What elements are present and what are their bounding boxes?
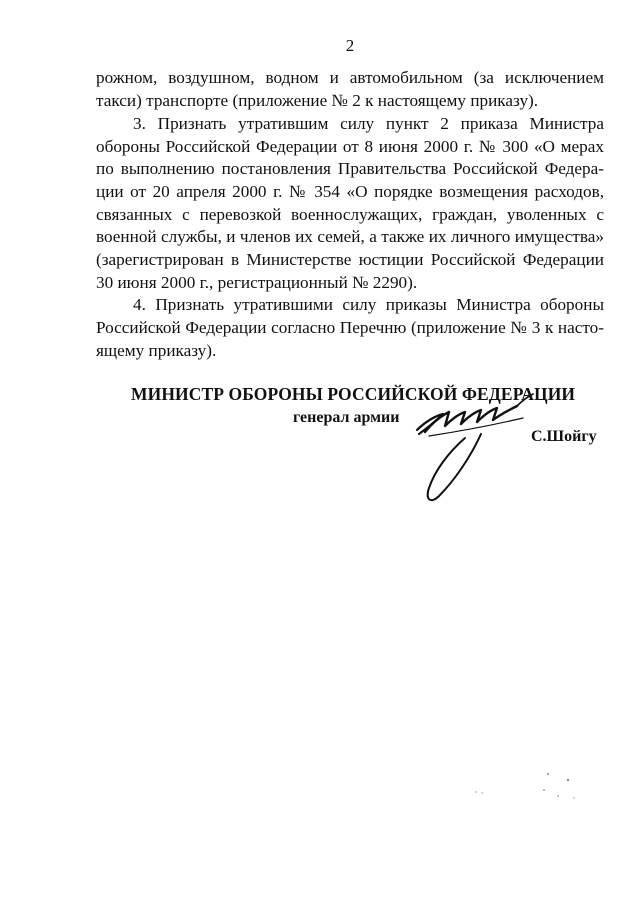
paragraph-line: обороны Российской Федерации от 8 июня 2000 г. № 300 «О мерах <box>96 137 604 156</box>
paragraph-line: военной службы, и членов их семей, а также их личного имущества» <box>96 227 604 246</box>
signatory-name: С.Шойгу <box>531 428 597 445</box>
paragraph-line: связанных с перевозкой военнослужащих, граждан, уволенных с <box>96 205 604 224</box>
paragraph-line: 4. Признать утратившими силу приказы Министра обороны <box>133 295 604 314</box>
paragraph-line: 3. Признать утратившим силу пункт 2 приказа Министра <box>133 114 604 133</box>
signatory-rank: генерал армии <box>293 409 400 426</box>
paragraph-line: (зарегистрирован в Министерстве юстиции Российской Федерации <box>96 250 604 269</box>
paragraph-line: ящему приказу). <box>96 341 217 360</box>
paragraph-line: рожном, воздушном, водном и автомобильном (за исключением <box>96 68 604 87</box>
handwritten-signature <box>405 392 540 512</box>
scan-specks <box>470 770 580 810</box>
page-number: 2 <box>345 36 355 55</box>
paragraph-line: такси) транспорте (приложение № 2 к настоящему приказу). <box>96 91 539 110</box>
paragraph-line: 30 июня 2000 г., регистрационный № 2290). <box>96 273 418 292</box>
signatory-title: МИНИСТР ОБОРОНЫ РОССИЙСКОЙ ФЕДЕРАЦИИ <box>131 384 576 404</box>
paragraph-line: Российской Федерации согласно Перечню (приложение № 3 к насто- <box>96 318 604 337</box>
paragraph-line: ции от 20 апреля 2000 г. № 354 «О порядке возмещения расходов, <box>96 182 604 201</box>
paragraph-line: по выполнению постановления Правительства Российской Федера- <box>96 159 604 178</box>
